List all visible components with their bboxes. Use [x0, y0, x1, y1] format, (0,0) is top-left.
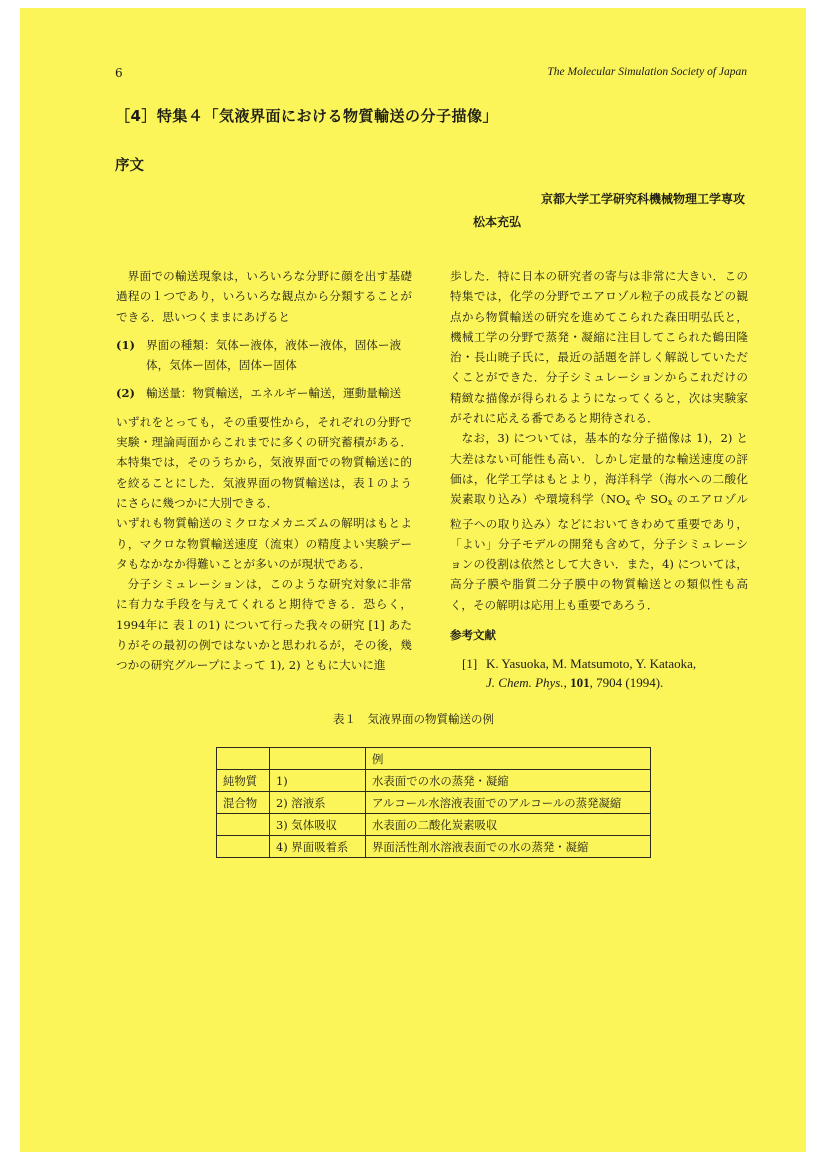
- table-cell: 3) 気体吸収: [270, 814, 366, 836]
- table-header-cell: 例: [366, 748, 651, 770]
- table-header-cell: [270, 748, 366, 770]
- right-column: [450, 266, 748, 692]
- table-cell: 1): [270, 770, 366, 792]
- table-cell: 界面活性剤水溶液表面での水の蒸発・凝縮: [366, 836, 651, 858]
- table-cell: 純物質: [217, 770, 270, 792]
- article-title: ［4］特集４「気液界面における物質輸送の分子描像」: [115, 107, 498, 125]
- reference-number: [1]: [462, 656, 478, 672]
- list-item-number: (2): [116, 386, 136, 401]
- intro-paragraph: 界面での輸送現象は，いろいろな分野に顔を出す基礎過程の１つであり，いろいろな観点から分類することができる．思いつくままにあげると: [116, 269, 412, 324]
- table-row: [217, 814, 651, 836]
- list-item: [116, 383, 412, 403]
- table-cell: 2) 溶液系: [270, 792, 366, 814]
- table-cell: [217, 814, 270, 836]
- section-title: 序文: [115, 158, 144, 174]
- body-paragraph: いずれも物質輸送のミクロなメカニズムの解明はもとより，マクロな物質輸送速度（流束）の精度よい実験データもなかなか得難いことが多いのが現状である．: [116, 516, 412, 571]
- table-cell: アルコール水溶液表面でのアルコールの蒸発凝縮: [366, 792, 651, 814]
- list-item: [116, 335, 412, 376]
- list-item-text: 界面の種類：気体ー液体，液体ー液体，固体ー液体，気体ー固体，固体ー固体: [146, 337, 402, 373]
- reference-item: [450, 654, 748, 692]
- table-header-row: [217, 748, 651, 770]
- list-item-number: (1): [116, 337, 136, 352]
- transport-examples-table: [216, 747, 651, 858]
- table-cell: 4) 界面吸着系: [270, 836, 366, 858]
- journal-name: The Molecular Simulation Society of Japan: [547, 66, 747, 78]
- references-heading: 参考文献: [450, 628, 496, 643]
- body-paragraph: 分子シミュレーションは，このような研究対象に非常に有力な手段を与えてくれると期待できる．恐らく，1994年に 表１の1) について行った我々の研究 [1] あたりがその最初の例ではないかと思われるが，その後，幾つかの研究グループによって 1), 2) ともに大いに進: [116, 577, 412, 673]
- reference-text: K. Yasuoka, M. Matsumoto, Y. Kataoka, J. Chem. Phys., 101, 7904 (1994).: [486, 656, 697, 691]
- left-column: [116, 266, 412, 676]
- body-paragraph: 歩した．特に日本の研究者の寄与は非常に大きい．この特集では，化学の分野でエアロゾル粒子の成長などの観点から物質輸送の研究を進めてこられた森田明弘氏と，機械工学の分野で蒸発・凝縮に注目してこられた鶴田隆治・長山暁子氏に，最近の話題を詳しく解説していただくことができた．分子シミュレーションからこれだけの精緻な描像が得られるようになってくると，次は実験家がそれに応える番であると期待される．: [450, 269, 748, 426]
- page-number: 6: [115, 66, 123, 80]
- list-item-text: 輸送量：物質輸送，エネルギー輸送，運動量輸送: [146, 386, 402, 401]
- table-header-cell: [217, 748, 270, 770]
- table-cell: 水表面の二酸化炭素吸収: [366, 814, 651, 836]
- body-paragraph: なお，3) については，基本的な分子描像は 1)，2) と大差はない可能性も高い．しかし定量的な輸送速度の評価は，化学工学はもとより，海洋科学（海水への二酸化炭素取り込み）や環境科学（$NO_x$ や $SO_x$ のエアロゾル粒子への取り込み）などにおいてきわめて重要であり，「よい」分子モデルの開発も含めて，分子シミュレーションの役割は依然として大きい．また，4) については，高分子膜や脂質二分子膜中の物質輸送との類似性も高く，その解明は応用上も重要であろう．: [450, 431, 749, 612]
- body-paragraph: いずれをとっても，その重要性から，それぞれの分野で実験・理論両面からこれまでに多くの研究蓄積がある．本特集では，そのうちから，気液界面での物質輸送に的を絞ることにした．気液界面の物質輸送は，表１のようにさらに幾つかに大別できる．: [116, 414, 412, 510]
- author-name: 松本充弘: [473, 215, 522, 229]
- table-row: [217, 770, 651, 792]
- table-row: [217, 792, 651, 814]
- table-row: [217, 836, 651, 858]
- author-affiliation: 京都大学工学研究科機械物理工学専攻: [540, 192, 745, 206]
- table-cell: 混合物: [217, 792, 270, 814]
- table-cell: 水表面での水の蒸発・凝縮: [366, 770, 651, 792]
- table-caption: 表１ 気液界面の物質輸送の例: [333, 712, 494, 726]
- table-cell: [217, 836, 270, 858]
